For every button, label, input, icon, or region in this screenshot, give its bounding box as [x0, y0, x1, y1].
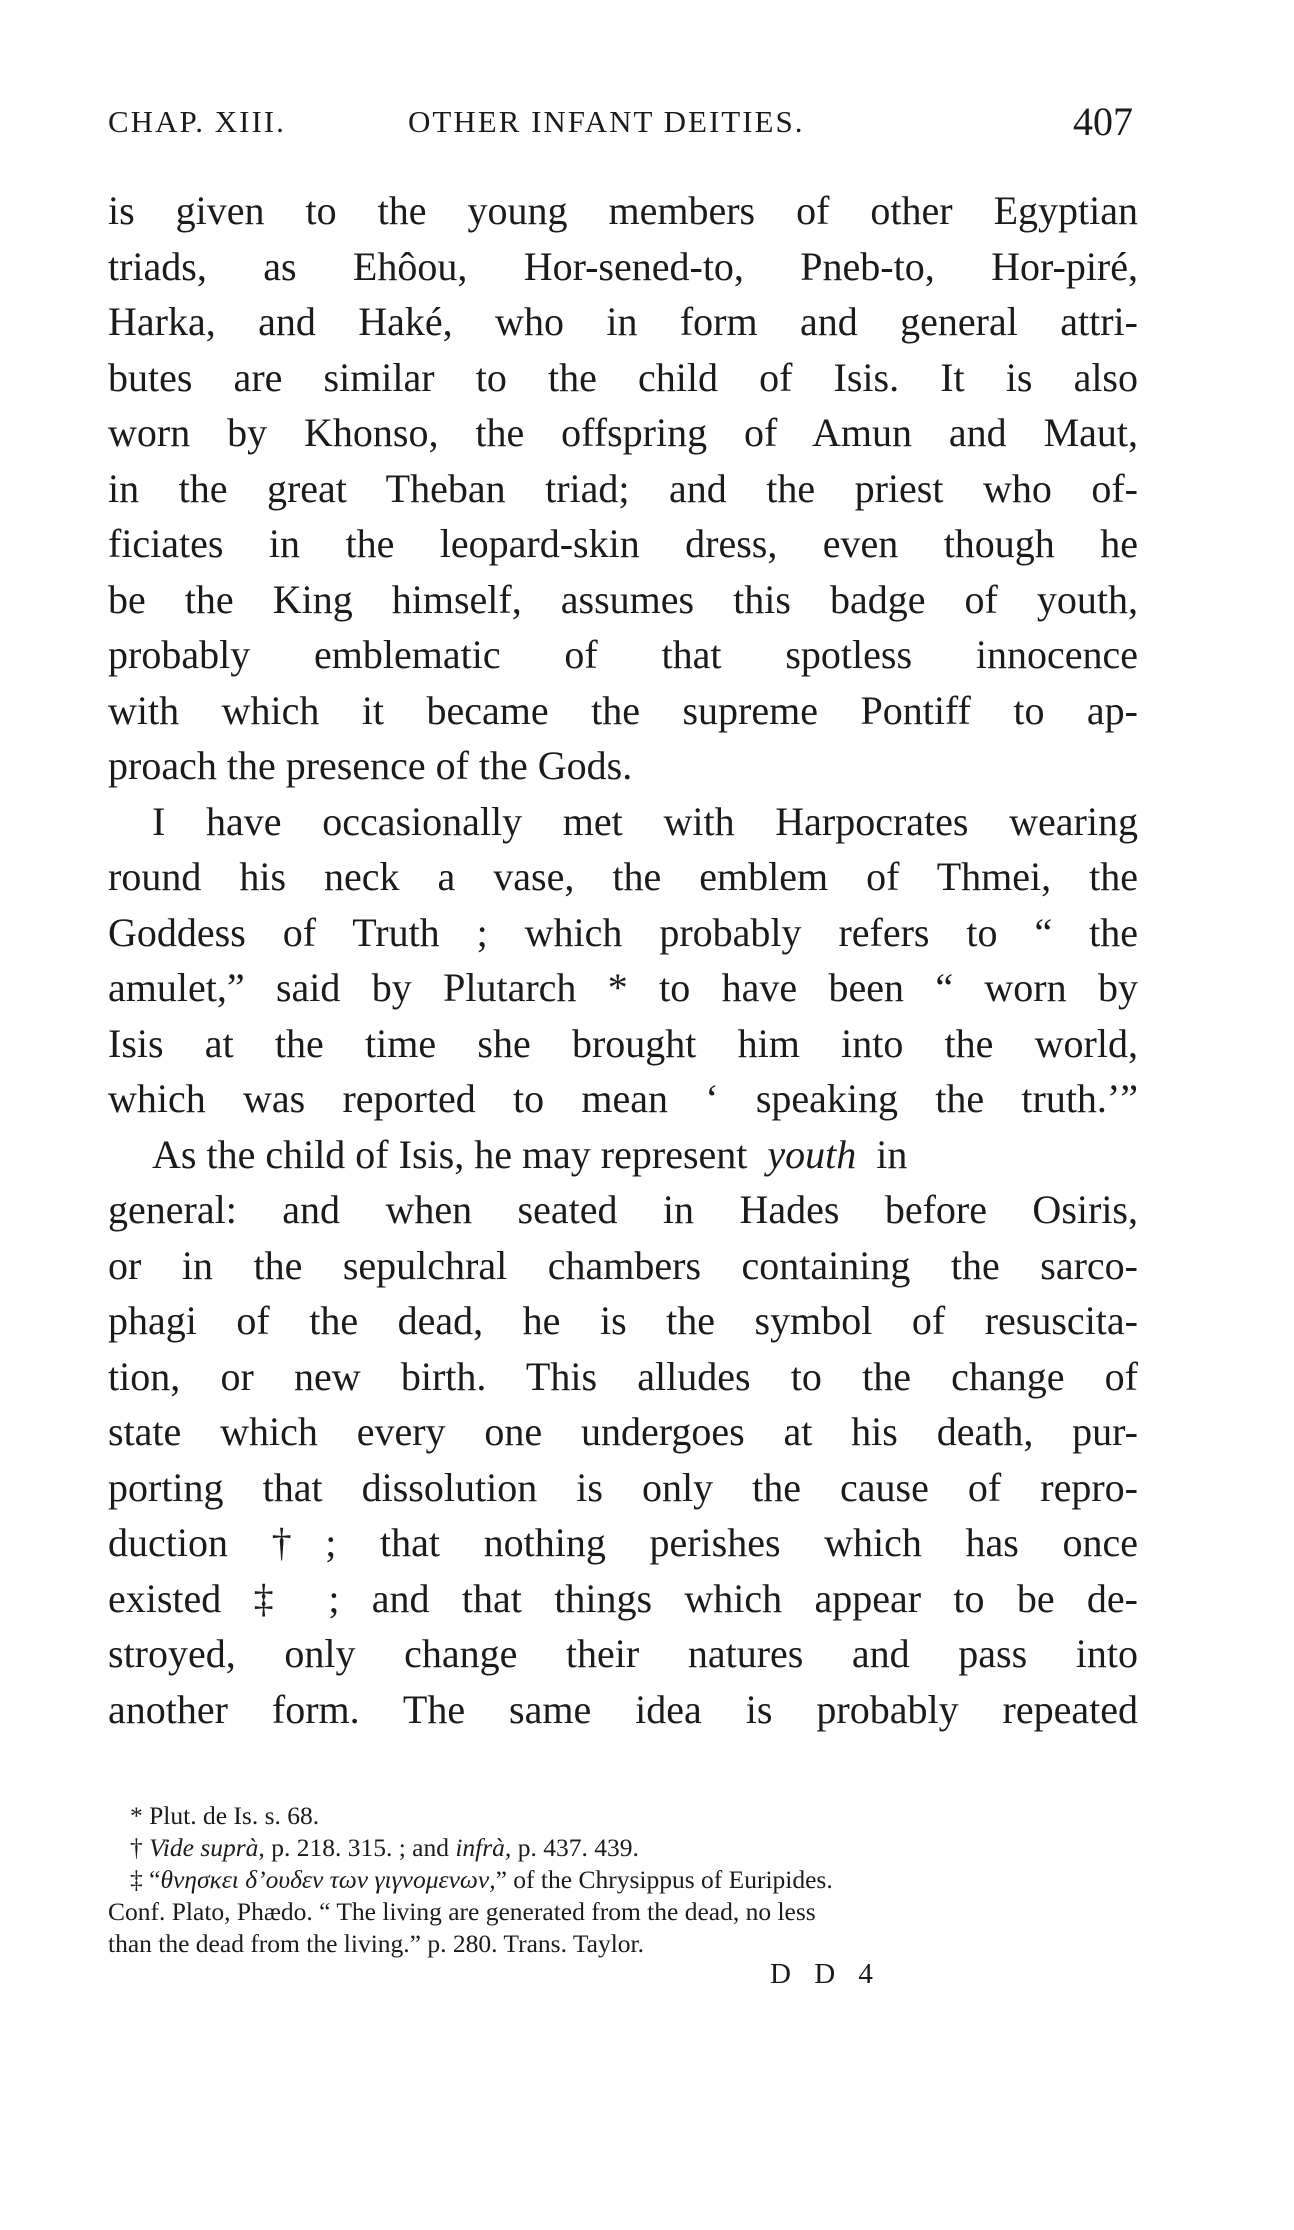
text-line: phagi of the dead, he is the symbol of resuscita- — [108, 1298, 1138, 1343]
text-line: existed ‡ ; and that things which appear to be de- — [108, 1575, 1138, 1621]
text-line: ficiates in the leopard-skin dress, even though he — [108, 521, 1138, 566]
text-line: stroyed, only change their natures and pass into — [108, 1631, 1138, 1676]
body-text — [108, 183, 1138, 1737]
text-line: probably emblematic of that spotless innocence — [108, 632, 1138, 677]
text-line: is given to the young members of other Egyptian — [108, 188, 1138, 233]
text-line: be the King himself, assumes this badge of youth, — [108, 576, 1138, 622]
text-line: another form. The same idea is probably repeated — [108, 1686, 1138, 1732]
text-line — [108, 1127, 1138, 1183]
text-line: butes are similar to the child of Isis. It is also — [108, 354, 1138, 400]
chapter-label: CHAP. XIII. — [108, 104, 286, 139]
footnote-italic: infrà, — [455, 1833, 512, 1862]
footnote-3-continued: Conf. Plato, Phædo. “ The living are generated from the dead, no less — [108, 1897, 816, 1926]
text-line: Harka, and Haké, who in form and general attri- — [108, 299, 1138, 344]
text-line: or in the sepulchral chambers containing the sarco- — [108, 1242, 1138, 1288]
text-line: with which it became the supreme Pontiff to ap- — [108, 687, 1138, 733]
text-line: worn by Khonso, the offspring of Amun and Maut, — [108, 410, 1138, 455]
page-number: 407 — [1073, 99, 1133, 144]
footnote-italic: Vide suprà, — [149, 1833, 265, 1862]
signature-mark: D D 4 — [770, 1958, 881, 1990]
footnote-text: ” of the Chrysippus of Euripides. — [495, 1865, 833, 1894]
text-line: Goddess of Truth ; which probably refers to “ the — [108, 909, 1138, 955]
footnote-mark: † — [130, 1833, 143, 1862]
footnote-3 — [108, 1864, 1148, 1896]
footnote-text: p. 218. 315. ; and — [271, 1833, 449, 1862]
text-line: tion, or new birth. This alludes to the change of — [108, 1353, 1138, 1399]
running-head — [108, 99, 1168, 154]
text-line: round his neck a vase, the emblem of Thmei, the — [108, 854, 1138, 899]
text-segment: As the child of Isis, he may represent — [152, 1131, 748, 1177]
text-line: triads, as Ehôou, Hor-sened-to, Pneb-to, Hor-piré, — [108, 243, 1138, 289]
text-line: I have occasionally met with Harpocrates wearing — [152, 798, 1138, 844]
footnote-2 — [108, 1832, 1148, 1864]
text-line: state which every one undergoes at his death, pur- — [108, 1409, 1138, 1454]
text-line: Isis at the time she brought him into the world, — [108, 1020, 1138, 1066]
text-segment: in — [876, 1131, 908, 1177]
text-line: which was reported to mean ‘ speaking the truth.’” — [108, 1076, 1138, 1121]
footnote-text: p. 437. 439. — [517, 1833, 639, 1862]
section-title: OTHER INFANT DEITIES. — [408, 104, 805, 139]
footnotes — [108, 1800, 1148, 1960]
text-line: in the great Theban triad; and the priest who of- — [108, 465, 1138, 511]
text-line: general: and when seated in Hades before Osiris, — [108, 1187, 1138, 1232]
footnote-1: * Plut. de Is. s. 68. — [130, 1801, 320, 1830]
text-line: proach the presence of the Gods. — [108, 743, 633, 788]
text-line: porting that dissolution is only the cause of repro- — [108, 1464, 1138, 1510]
footnote-mark: ‡ “ — [130, 1865, 161, 1894]
text-line: duction †; that nothing perishes which has once — [108, 1520, 1138, 1565]
text-line: amulet,” said by Plutarch * to have been “ worn by — [108, 965, 1138, 1010]
footnote-3-continued: than the dead from the living.” p. 280. Trans. Taylor. — [108, 1929, 645, 1958]
italic-word: youth — [767, 1131, 857, 1177]
greek-quote: θνησκει δ’ουδεν των γιγνομενων, — [160, 1865, 496, 1894]
